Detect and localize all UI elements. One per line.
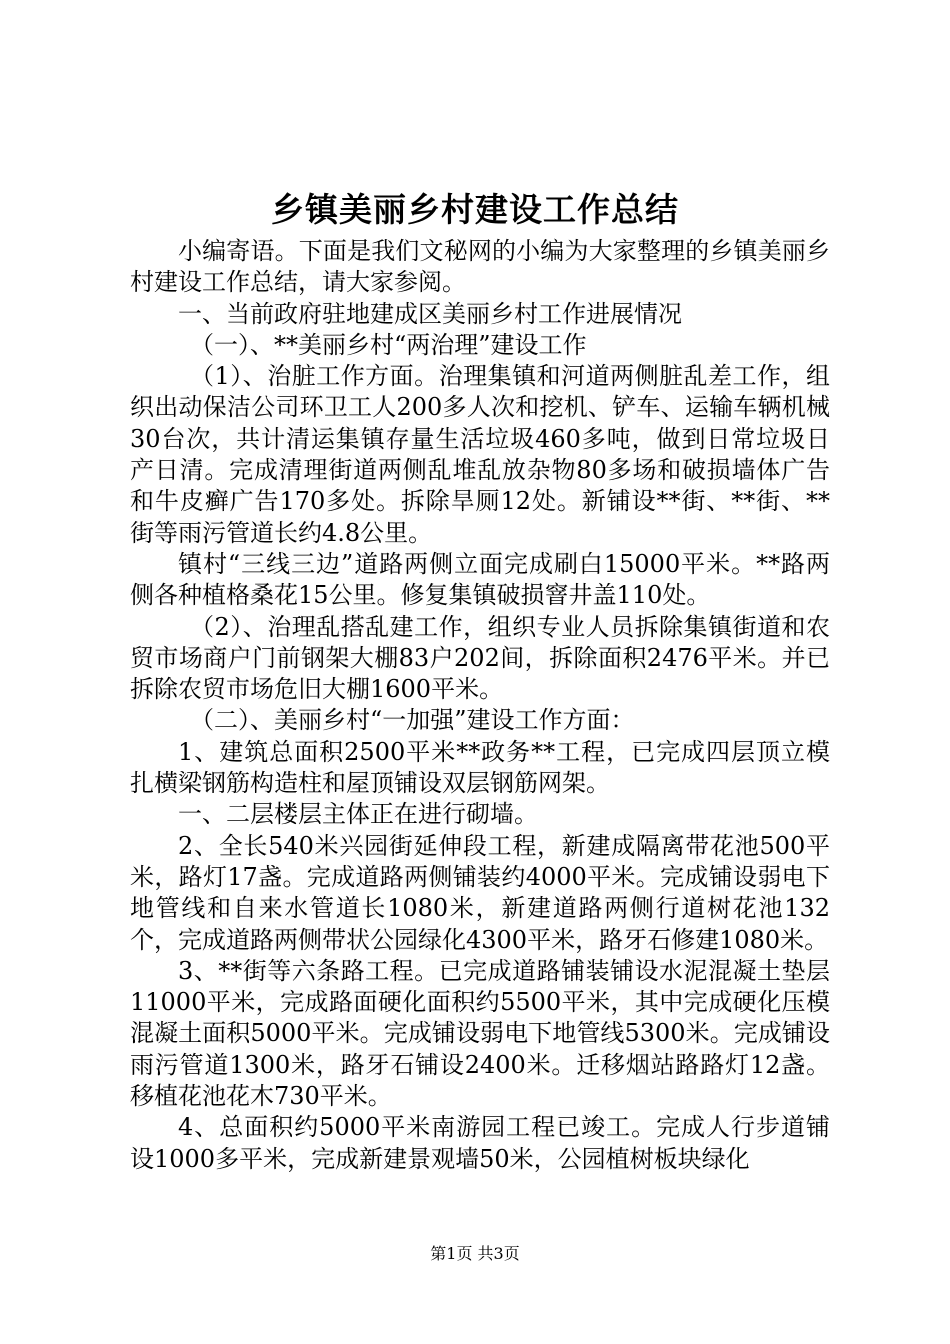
paragraph-project-2: 2、全长540米兴园街延伸段工程，新建成隔离带花池500平米，路灯17盏。完成道路两侧铺装约4000平米。完成铺设弱电下地管线和自来水管道长1080米，新建道路两侧行道树花池132个，完成道路两侧带状公园绿化4300平米，路牙石修建1080米。 — [130, 831, 830, 954]
paragraph-project-1-cont: 一、二层楼层主体正在进行砌墙。 — [178, 800, 538, 829]
paragraph-item-2: （2）、治理乱搭乱建工作，组织专业人员拆除集镇街道和农贸市场商户门前钢架大棚83户202间，拆除面积2476平米。并已拆除农贸市场危旧大棚1600平米。 — [130, 612, 830, 704]
page-number: 第1页 共3页 — [430, 1244, 520, 1263]
paragraph-project-4: 4、总面积约5000平米南游园工程已竣工。完成人行步道铺设1000多平米，完成新建景观墙50米，公园植树板块绿化 — [130, 1113, 830, 1173]
paragraph-intro: 小编寄语。下面是我们文秘网的小编为大家整理的乡镇美丽乡村建设工作总结，请大家参阅。 — [130, 237, 830, 297]
paragraph-item-1: （1）、治脏工作方面。治理集镇和河道两侧脏乱差工作，组织出动保洁公司环卫工人200多人次和挖机、铲车、运输车辆机械30台次，共计清运集镇存量生活垃圾460多吨，做到日常垃圾日产日清。完成清理街道两侧乱堆乱放杂物80多场和破损墙体广告和牛皮癣广告170多处。拆除旱厕12处。新铺设**街、**街、**街等雨污管道长约4.8公里。 — [130, 362, 830, 547]
paragraph-project-1: 1、建筑总面积2500平米**政务**工程，已完成四层顶立模扎横梁钢筋构造柱和屋顶铺设双层钢筋网架。 — [130, 737, 830, 798]
heading-subsection-1: （一）、**美丽乡村“两治理”建设工作 — [190, 330, 587, 359]
paragraph-item-1-cont: 镇村“三线三边”道路两侧立面完成刷白15000平米。**路两侧各种植格桑花15公里。修复集镇破损窨井盖110处。 — [130, 549, 830, 610]
document-title: 乡镇美丽乡村建设工作总结 — [271, 190, 679, 229]
heading-section-1: 一、当前政府驻地建成区美丽乡村工作进展情况 — [178, 299, 682, 328]
heading-subsection-2: （二）、美丽乡村“一加强”建设工作方面： — [190, 706, 635, 735]
paragraph-project-3: 3、**街等六条路工程。已完成道路铺装铺设水泥混凝土垫层11000平米，完成路面硬化面积约5500平米，其中完成硬化压模混凝土面积5000平米。完成铺设弱电下地管线5300米。完成铺设雨污管道1300米，路牙石铺设2400米。迁移烟站路路灯12盏。移植花池花木730平米。 — [130, 956, 830, 1111]
document-body — [130, 236, 830, 1175]
